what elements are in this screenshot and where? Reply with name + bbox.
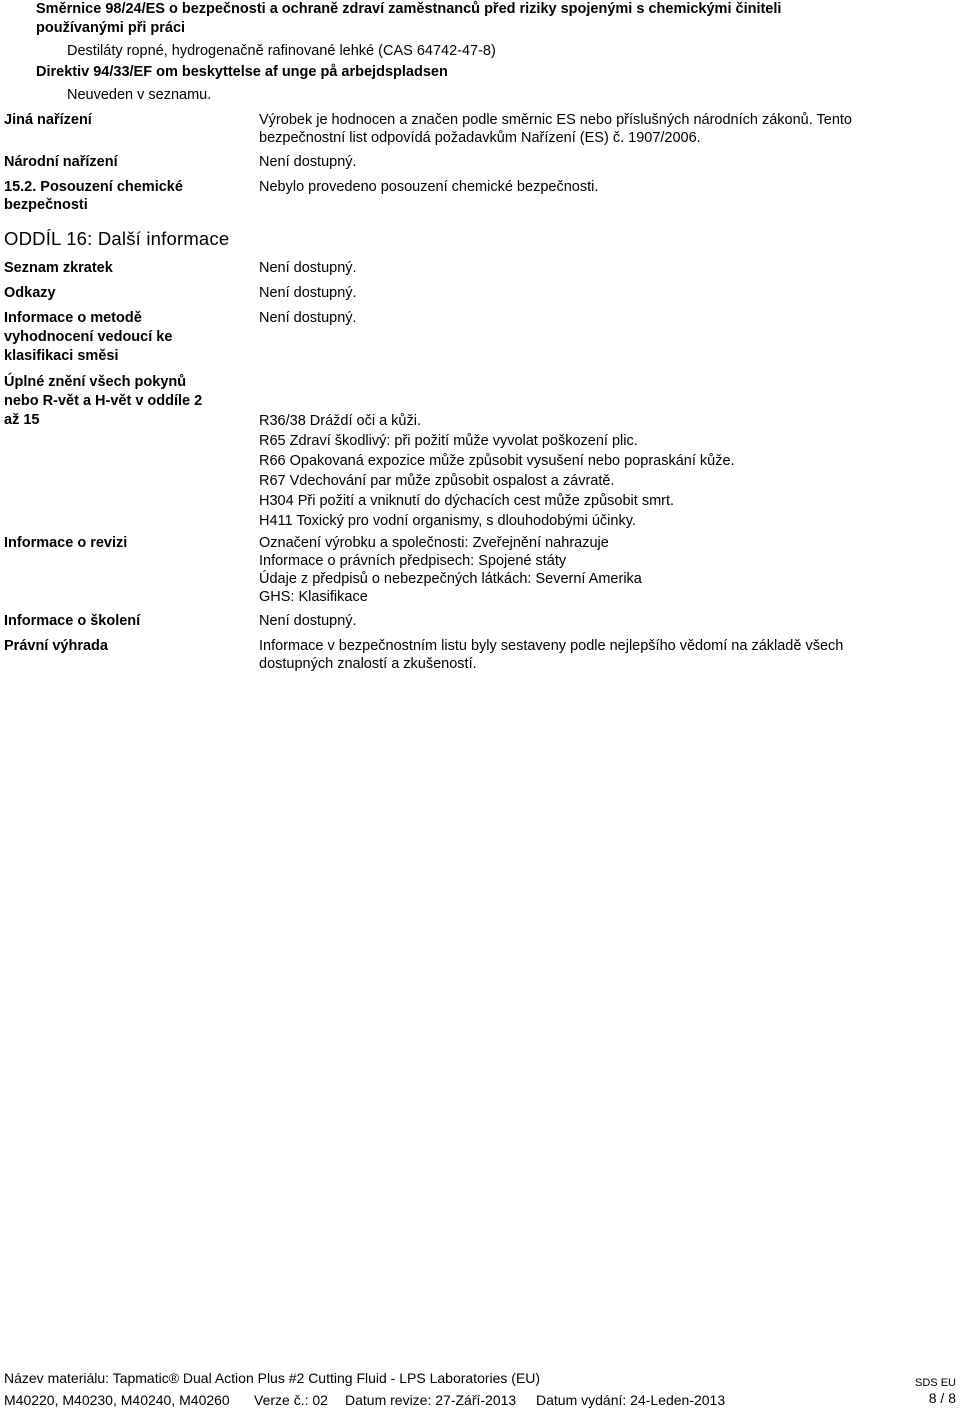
- fulltext-label-3: až 15: [4, 412, 40, 428]
- disclaimer-line-1: Informace v bezpečnostním listu byly sestaveny podle nejlepšího vědomí na základě všech: [259, 638, 844, 654]
- disclaimer-line-2: dostupných znalostí a zkušeností.: [259, 656, 477, 672]
- footer-material-name: Název materiálu: Tapmatic® Dual Action Plus #2 Cutting Fluid - LPS Laboratories (EU): [4, 1370, 541, 1386]
- phrase-item: R67 Vdechování par může způsobit ospalost a závratě.: [259, 473, 615, 489]
- revision-item: Označení výrobku a společnosti: Zveřejnění nahrazuje: [259, 535, 609, 551]
- footer-version: Verze č.: 02: [254, 1392, 328, 1408]
- phrase-item: R36/38 Dráždí oči a kůži.: [259, 413, 421, 429]
- phrase-item: H411 Toxický pro vodní organismy, s dlouhodobými účinky.: [259, 513, 636, 529]
- footer-revision-date: Datum revize: 27-Září-2013: [345, 1392, 517, 1408]
- fulltext-label-1: Úplné znění všech pokynů: [4, 374, 187, 390]
- footer-product-codes: M40220, M40230, M40240, M40260: [4, 1392, 230, 1408]
- section-16-title: ODDÍL 16: Další informace: [4, 228, 230, 249]
- method-value: Není dostupný.: [259, 310, 357, 326]
- footer-page-number: 8 / 8: [928, 1390, 956, 1406]
- revision-label: Informace o revizi: [4, 535, 128, 551]
- phrase-item: R65 Zdraví škodlivý: při požití může vyvolat poškození plic.: [259, 433, 638, 449]
- revision-item: GHS: Klasifikace: [259, 589, 368, 605]
- footer-sds-tag: SDS EU: [915, 1377, 956, 1389]
- footer-issue-date: Datum vydání: 24-Leden-2013: [536, 1392, 726, 1408]
- abbreviations-label: Seznam zkratek: [4, 260, 113, 276]
- chemical-safety-value: Nebylo provedeno posouzení chemické bezpečnosti.: [259, 179, 599, 195]
- references-label: Odkazy: [4, 285, 56, 301]
- revision-item: Informace o právních předpisech: Spojené státy: [259, 553, 567, 569]
- national-regulations-label: Národní nařízení: [4, 154, 118, 170]
- abbreviations-value: Není dostupný.: [259, 260, 357, 276]
- danish-directive: Direktiv 94/33/EF om beskyttelse af unge på arbejdspladsen: [36, 64, 448, 80]
- directive-line-1: Směrnice 98/24/ES o bezpečnosti a ochraně zdraví zaměstnanců před riziky spojenými s chemickými činiteli: [36, 1, 782, 17]
- disclaimer-label: Právní výhrada: [4, 638, 108, 654]
- chemical-safety-label-1: 15.2. Posouzení chemické: [4, 179, 183, 195]
- revision-list: [259, 534, 642, 606]
- chemical-safety-label-2: bezpečnosti: [4, 197, 88, 213]
- phrase-list: [259, 411, 735, 531]
- other-regulations-label: Jiná nařízení: [4, 112, 92, 128]
- other-regulations-value-2: bezpečnostní list odpovídá požadavkům Nařízení (ES) č. 1907/2006.: [259, 130, 701, 146]
- method-label-2: vyhodnocení vedoucí ke: [4, 329, 173, 345]
- distillates-entry: Destiláty ropné, hydrogenačně rafinované lehké (CAS 64742-47-8): [67, 43, 496, 59]
- method-label-1: Informace o metodě: [4, 310, 142, 326]
- other-regulations-value-1: Výrobek je hodnocen a značen podle směrnic ES nebo příslušných národních zákonů. Tento: [259, 112, 852, 128]
- revision-item: Údaje z předpisů o nebezpečných látkách: Severní Amerika: [259, 571, 642, 587]
- phrase-item: R66 Opakovaná expozice může způsobit vysušení nebo popraskání kůže.: [259, 453, 735, 469]
- national-regulations-value: Není dostupný.: [259, 154, 357, 170]
- references-value: Není dostupný.: [259, 285, 357, 301]
- directive-line-2: používanými při práci: [36, 20, 186, 36]
- training-label: Informace o školení: [4, 613, 141, 629]
- fulltext-label-2: nebo R-vět a H-vět v oddíle 2: [4, 393, 203, 409]
- not-listed-text: Neuveden v seznamu.: [67, 87, 212, 103]
- phrase-item: H304 Při požití a vniknutí do dýchacích cest může způsobit smrt.: [259, 493, 675, 509]
- training-value: Není dostupný.: [259, 613, 357, 629]
- method-label-3: klasifikaci směsi: [4, 348, 119, 364]
